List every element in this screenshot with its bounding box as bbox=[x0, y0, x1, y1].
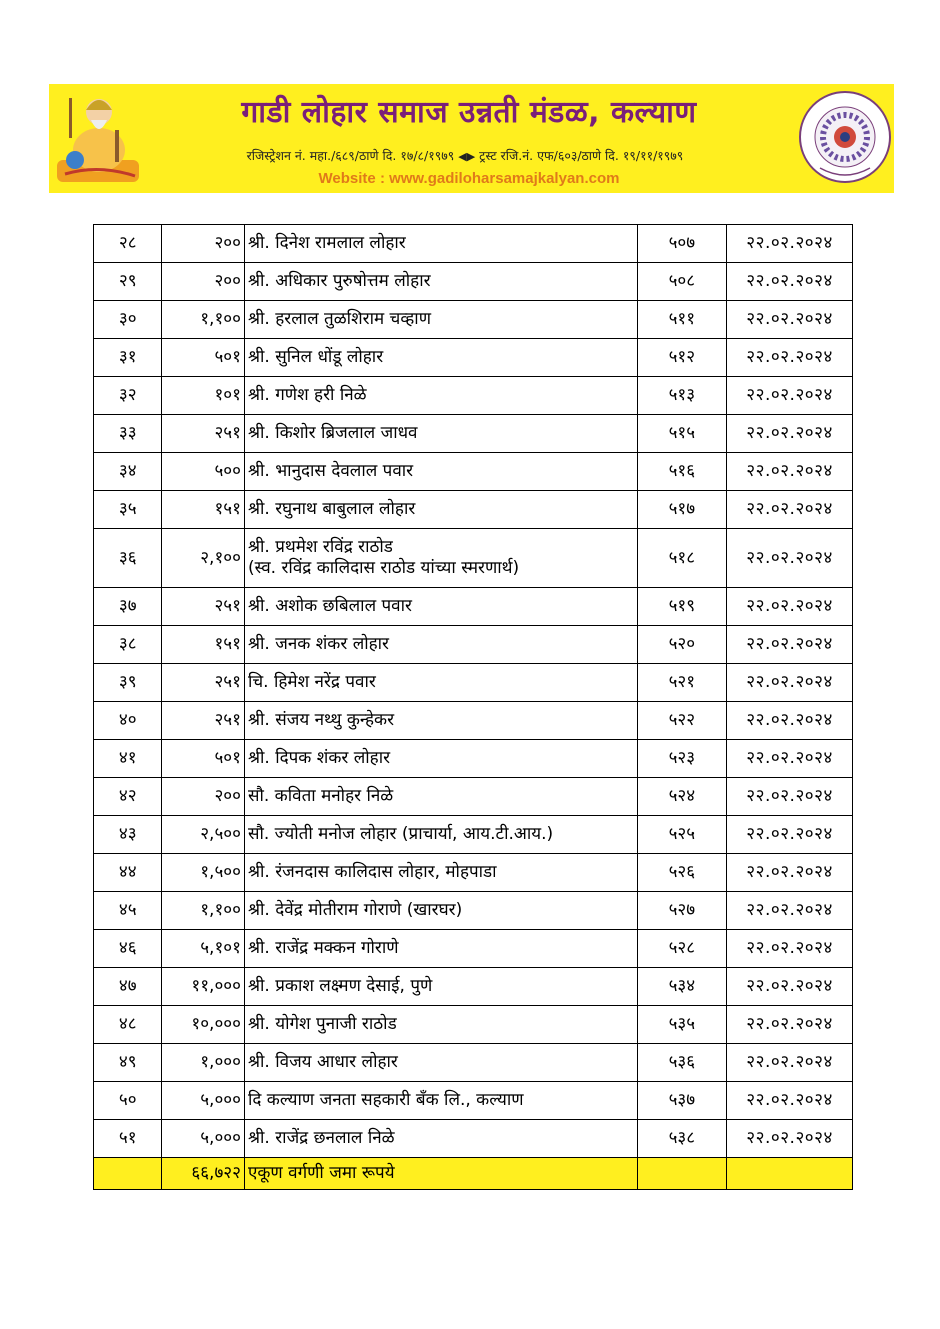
amount: १५१ bbox=[162, 491, 245, 529]
serial-number: ४० bbox=[94, 702, 162, 740]
donation-date: २२.०२.२०२४ bbox=[727, 892, 853, 930]
registration-number: रजिस्ट्रेशन नं. महा./६८९/ठाणे दि. १७/८/१९७९ bbox=[246, 148, 455, 163]
table-row bbox=[94, 816, 853, 854]
memorial-note: (स्व. रविंद्र कालिदास राठोड यांच्या स्मरणार्थ) bbox=[247, 558, 520, 578]
donation-date: २२.०२.२०२४ bbox=[727, 263, 853, 301]
separator-arrows-icon: ◀▶ bbox=[458, 150, 476, 163]
table-row bbox=[94, 702, 853, 740]
table-row bbox=[94, 1006, 853, 1044]
donor-name: श्री. सुनिल धोंडू लोहार bbox=[244, 339, 637, 377]
table-row bbox=[94, 529, 853, 588]
donor-name: श्री. राजेंद्र छनलाल निळे bbox=[244, 1120, 637, 1158]
donation-date: २२.०२.२०२४ bbox=[727, 1082, 853, 1120]
table-row bbox=[94, 491, 853, 529]
table-row bbox=[94, 263, 853, 301]
amount: १,५०० bbox=[162, 854, 245, 892]
serial-number: ३१ bbox=[94, 339, 162, 377]
receipt-number: ५३६ bbox=[637, 1044, 727, 1082]
table-row bbox=[94, 854, 853, 892]
donation-date: २२.०२.२०२४ bbox=[727, 339, 853, 377]
serial-number: ३४ bbox=[94, 453, 162, 491]
table-row bbox=[94, 588, 853, 626]
total-amount: ६६,७२२ bbox=[162, 1158, 245, 1190]
donor-name: श्री. योगेश पुनाजी राठोड bbox=[244, 1006, 637, 1044]
donor-name: श्री. गणेश हरी निळे bbox=[244, 377, 637, 415]
table-row bbox=[94, 1044, 853, 1082]
donation-date: २२.०२.२०२४ bbox=[727, 453, 853, 491]
total-sr-cell bbox=[94, 1158, 162, 1190]
receipt-number: ५२८ bbox=[637, 930, 727, 968]
serial-number: ४६ bbox=[94, 930, 162, 968]
total-label: एकूण वर्गणी जमा रूपये bbox=[244, 1158, 637, 1190]
receipt-number: ५१५ bbox=[637, 415, 727, 453]
receipt-number: ५१३ bbox=[637, 377, 727, 415]
donation-date: २२.०२.२०२४ bbox=[727, 1044, 853, 1082]
amount: २५१ bbox=[162, 664, 245, 702]
table-body bbox=[94, 225, 853, 1158]
receipt-number: ५३५ bbox=[637, 1006, 727, 1044]
donor-name: श्री. राजेंद्र मक्कन गोराणे bbox=[244, 930, 637, 968]
amount: २५१ bbox=[162, 702, 245, 740]
contribution-table bbox=[93, 224, 853, 1190]
donor-name: श्री. अधिकार पुरुषोत्तम लोहार bbox=[244, 263, 637, 301]
donation-date: २२.०२.२०२४ bbox=[727, 301, 853, 339]
receipt-number: ५३७ bbox=[637, 1082, 727, 1120]
amount: १,१०० bbox=[162, 301, 245, 339]
serial-number: ३७ bbox=[94, 588, 162, 626]
serial-number: ४८ bbox=[94, 1006, 162, 1044]
receipt-number: ५३८ bbox=[637, 1120, 727, 1158]
serial-number: ४९ bbox=[94, 1044, 162, 1082]
amount: ५,००० bbox=[162, 1082, 245, 1120]
table-row bbox=[94, 664, 853, 702]
total-date-cell bbox=[727, 1158, 853, 1190]
receipt-number: ५१९ bbox=[637, 588, 727, 626]
donor-name: श्री. दिपक शंकर लोहार bbox=[244, 740, 637, 778]
serial-number: ३५ bbox=[94, 491, 162, 529]
serial-number: ५१ bbox=[94, 1120, 162, 1158]
amount: ५०१ bbox=[162, 740, 245, 778]
amount: २०० bbox=[162, 225, 245, 263]
amount: २०० bbox=[162, 263, 245, 301]
amount: ५,००० bbox=[162, 1120, 245, 1158]
table-row bbox=[94, 301, 853, 339]
receipt-number: ५१२ bbox=[637, 339, 727, 377]
receipt-number: ५१६ bbox=[637, 453, 727, 491]
table-row bbox=[94, 778, 853, 816]
receipt-number: ५२३ bbox=[637, 740, 727, 778]
receipt-number: ५२० bbox=[637, 626, 727, 664]
donor-name: श्री. किशोर ब्रिजलाल जाधव bbox=[244, 415, 637, 453]
amount: २५१ bbox=[162, 415, 245, 453]
amount: २५१ bbox=[162, 588, 245, 626]
donor-name-text: श्री. प्रथमेश रविंद्र राठोड bbox=[247, 537, 393, 557]
receipt-number: ५१८ bbox=[637, 529, 727, 588]
receipt-number: ५०७ bbox=[637, 225, 727, 263]
table-row bbox=[94, 377, 853, 415]
amount: ५०० bbox=[162, 453, 245, 491]
donor-name: दि कल्याण जनता सहकारी बँक लि., कल्याण bbox=[244, 1082, 637, 1120]
amount: ५,१०१ bbox=[162, 930, 245, 968]
donation-date: २२.०२.२०२४ bbox=[727, 225, 853, 263]
table-row bbox=[94, 453, 853, 491]
serial-number: ४१ bbox=[94, 740, 162, 778]
donor-name: श्री. संजय नथ्थु कुन्हेकर bbox=[244, 702, 637, 740]
serial-number: २८ bbox=[94, 225, 162, 263]
donor-name: चि. हिमेश नरेंद्र पवार bbox=[244, 664, 637, 702]
total-row bbox=[94, 1158, 853, 1190]
receipt-number: ५२५ bbox=[637, 816, 727, 854]
donor-name: श्री. जनक शंकर लोहार bbox=[244, 626, 637, 664]
serial-number: ३२ bbox=[94, 377, 162, 415]
receipt-number: ५२६ bbox=[637, 854, 727, 892]
donor-name: श्री. रंजनदास कालिदास लोहार, मोहपाडा bbox=[244, 854, 637, 892]
donation-date: २२.०२.२०२४ bbox=[727, 740, 853, 778]
website-text: Website : www.gadiloharsamajkalyan.com bbox=[318, 170, 620, 187]
serial-number: ५० bbox=[94, 1082, 162, 1120]
header-banner bbox=[49, 84, 894, 193]
deity-illustration-icon bbox=[55, 90, 141, 186]
table-row bbox=[94, 968, 853, 1006]
donation-date: २२.०२.२०२४ bbox=[727, 1120, 853, 1158]
donor-name: श्री. अशोक छबिलाल पवार bbox=[244, 588, 637, 626]
amount: १०१ bbox=[162, 377, 245, 415]
receipt-number: ५११ bbox=[637, 301, 727, 339]
donation-date: २२.०२.२०२४ bbox=[727, 415, 853, 453]
amount: १,००० bbox=[162, 1044, 245, 1082]
amount: १५१ bbox=[162, 626, 245, 664]
amount: २,१०० bbox=[162, 529, 245, 588]
table-row bbox=[94, 225, 853, 263]
table-row bbox=[94, 892, 853, 930]
receipt-number: ५२७ bbox=[637, 892, 727, 930]
serial-number: ३८ bbox=[94, 626, 162, 664]
total-receipt-cell bbox=[637, 1158, 727, 1190]
donation-date: २२.०२.२०२४ bbox=[727, 377, 853, 415]
amount: ५०१ bbox=[162, 339, 245, 377]
table-row bbox=[94, 415, 853, 453]
serial-number: ४४ bbox=[94, 854, 162, 892]
donation-date: २२.०२.२०२४ bbox=[727, 930, 853, 968]
donor-name: सौ. कविता मनोहर निळे bbox=[244, 778, 637, 816]
serial-number: ४२ bbox=[94, 778, 162, 816]
table-row bbox=[94, 740, 853, 778]
serial-number: ३९ bbox=[94, 664, 162, 702]
donation-date: २२.०२.२०२४ bbox=[727, 702, 853, 740]
amount: १०,००० bbox=[162, 1006, 245, 1044]
serial-number: ४३ bbox=[94, 816, 162, 854]
organization-seal-icon bbox=[798, 90, 892, 184]
table-row bbox=[94, 626, 853, 664]
table-row bbox=[94, 1082, 853, 1120]
serial-number: २९ bbox=[94, 263, 162, 301]
serial-number: ४७ bbox=[94, 968, 162, 1006]
donor-name: सौ. ज्योती मनोज लोहार (प्राचार्या, आय.टी.आय.) bbox=[244, 816, 637, 854]
donor-name: श्री. प्रकाश लक्ष्मण देसाई, पुणे bbox=[244, 968, 637, 1006]
donor-name: श्री. भानुदास देवलाल पवार bbox=[244, 453, 637, 491]
donor-name: श्री. विजय आधार लोहार bbox=[244, 1044, 637, 1082]
donation-date: २२.०२.२०२४ bbox=[727, 529, 853, 588]
amount: १,१०० bbox=[162, 892, 245, 930]
donation-date: २२.०२.२०२४ bbox=[727, 968, 853, 1006]
receipt-number: ५३४ bbox=[637, 968, 727, 1006]
registration-line bbox=[135, 147, 795, 164]
amount: २,५०० bbox=[162, 816, 245, 854]
table-row bbox=[94, 1120, 853, 1158]
amount: २०० bbox=[162, 778, 245, 816]
table-row bbox=[94, 930, 853, 968]
donor-name: श्री. दिनेश रामलाल लोहार bbox=[244, 225, 637, 263]
donor-name: श्री. हरलाल तुळशिराम चव्हाण bbox=[244, 301, 637, 339]
donation-date: २२.०२.२०२४ bbox=[727, 1006, 853, 1044]
receipt-number: ५०८ bbox=[637, 263, 727, 301]
donation-date: २२.०२.२०२४ bbox=[727, 491, 853, 529]
amount: ११,००० bbox=[162, 968, 245, 1006]
donation-date: २२.०२.२०२४ bbox=[727, 778, 853, 816]
donation-date: २२.०२.२०२४ bbox=[727, 664, 853, 702]
serial-number: ३३ bbox=[94, 415, 162, 453]
serial-number: ३० bbox=[94, 301, 162, 339]
serial-number: ४५ bbox=[94, 892, 162, 930]
donation-date: २२.०२.२०२४ bbox=[727, 854, 853, 892]
trust-registration-number: ट्रस्ट रजि.नं. एफ/६०३/ठाणे दि. १९/११/१९७९ bbox=[479, 148, 684, 163]
receipt-number: ५२४ bbox=[637, 778, 727, 816]
donor-name bbox=[244, 529, 637, 588]
donation-date: २२.०२.२०२४ bbox=[727, 588, 853, 626]
receipt-number: ५२१ bbox=[637, 664, 727, 702]
receipt-number: ५२२ bbox=[637, 702, 727, 740]
donation-date: २२.०२.२०२४ bbox=[727, 816, 853, 854]
organization-title: गाडी लोहार समाज उन्नती मंडळ, कल्याण bbox=[241, 95, 697, 130]
donor-name: श्री. देवेंद्र मोतीराम गोराणे (खारघर) bbox=[244, 892, 637, 930]
serial-number: ३६ bbox=[94, 529, 162, 588]
table-row bbox=[94, 339, 853, 377]
donation-date: २२.०२.२०२४ bbox=[727, 626, 853, 664]
donor-name: श्री. रघुनाथ बाबुलाल लोहार bbox=[244, 491, 637, 529]
receipt-number: ५१७ bbox=[637, 491, 727, 529]
